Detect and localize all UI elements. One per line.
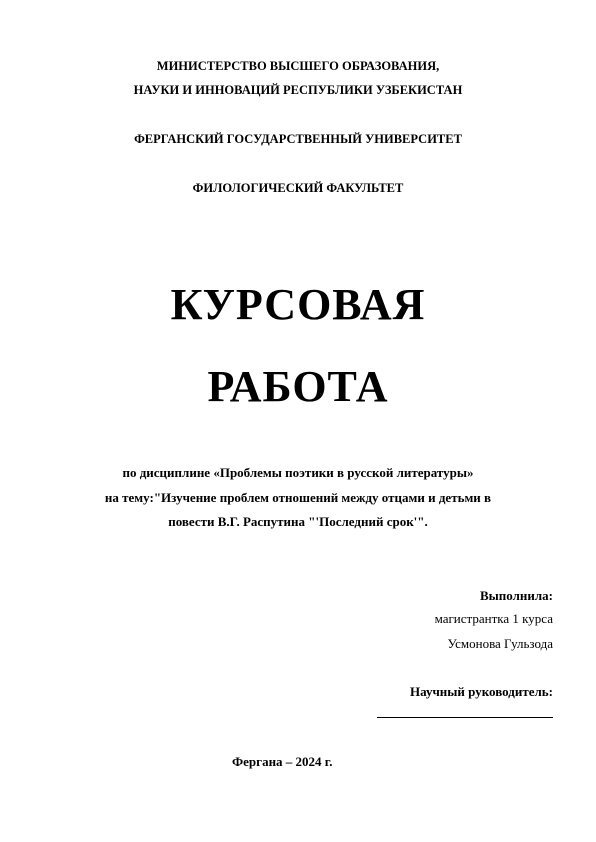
- supervisor-signature-line: [377, 717, 553, 718]
- ministry-line-1: МИНИСТЕРСТВО ВЫСШЕГО ОБРАЗОВАНИЯ,: [156, 59, 440, 73]
- faculty-name: ФИЛОЛОГИЧЕСКИЙ ФАКУЛЬТЕТ: [192, 181, 404, 195]
- document-title-line-2: РАБОТА: [207, 362, 389, 411]
- supervisor-label: Научный руководитель:: [410, 684, 553, 699]
- subject-line-1: по дисциплине «Проблемы поэтики в русской литературы»: [122, 465, 474, 480]
- author-label: Выполнила:: [479, 588, 553, 603]
- document-title-line-1: КУРСОВАЯ: [170, 280, 426, 329]
- university-name: ФЕРГАНСКИЙ ГОСУДАРСТВЕННЫЙ УНИВЕРСИТЕТ: [134, 132, 462, 146]
- author-name: Усмонова Гульзода: [447, 636, 553, 651]
- city-year: Фергана – 2024 г.: [232, 754, 333, 769]
- subject-line-2: на тему:"Изучение проблем отношений между отцами и детьми в: [104, 490, 492, 505]
- ministry-line-2: НАУКИ И ИННОВАЦИЙ РЕСПУБЛИКИ УЗБЕКИСТАН: [133, 83, 463, 97]
- author-position: магистрантка 1 курса: [434, 611, 553, 626]
- subject-line-3: повести В.Г. Распутина "'Последний срок'".: [168, 514, 428, 529]
